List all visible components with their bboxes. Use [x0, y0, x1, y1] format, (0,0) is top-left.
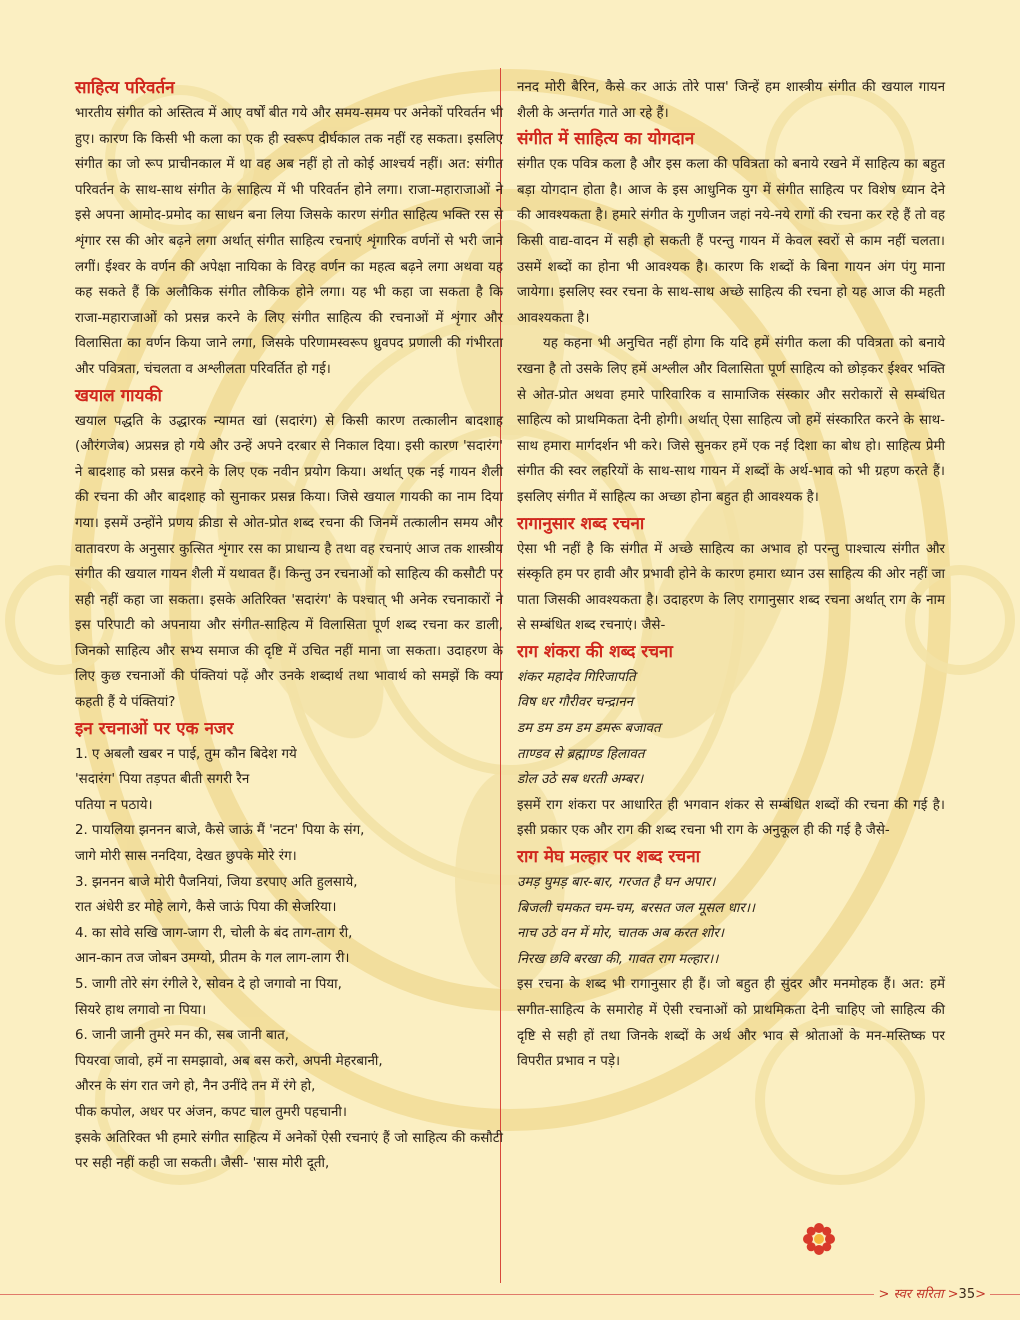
chevron-right-icon: >: [947, 1287, 959, 1302]
paragraph: संगीत एक पवित्र कला है और इस कला की पवित्रता को बनाये रखने में साहित्य का बहुत बड़ा योगदान होता है। आज के इस आधुनिक युग में संगीत साहित्य पर विशेष ध्यान देने की आवश्यकता है। हमारे संगीत के गुणीजन जहां नये-नये रागों की रचना कर रहे हैं तो वह किसी वाद्य-वादन में सही हो सकती हैं परन्तु गायन में केवल स्वरों से काम नहीं चलता। उसमें शब्दों का होना भी आवश्यक है। कारण कि शब्दों के बिना गायन अंग पंगु माना जायेगा। इसलिए स्वर रचना के साथ-साथ अच्छे साहित्य की रचना हो यह आज की महती आवश्यकता है।: [517, 157, 945, 326]
section-heading: इन रचनाओं पर एक नजर: [75, 718, 234, 739]
section-heading: राग मेघ मल्हार पर शब्द रचना: [517, 847, 701, 868]
composition-line: रात अंधेरी डर मोहे लागे, कैसे जाऊं पिया की सेजरिया।: [75, 900, 337, 916]
paragraph: भारतीय संगीत को अस्तित्व में आए वर्षों बीत गये और समय-समय पर अनेकों परिवर्तन भी हुए। कारण कि किसी भी कला का एक ही स्वरूप दीर्घकाल तक नहीं रह सकता। इसलिए संगीत का जो रूप प्राचीनकाल में था वह अब नहीं हो तो कोई आश्चर्य नहीं। अत: संगीत परिवर्तन के साथ-साथ संगीत के साहित्य में भी परिवर्तन होने लगा। राजा-महाराजाओं ने इसे अपना आमोद-प्रमोद का साधन बना लिया जिसके कारण संगीत साहित्य भक्ति रस से शृंगार रस की ओर बढ़ने लगा अर्थात् संगीत साहित्य रचनाएं शृंगारिक वर्णनों से भरी जाने लगीं। ईश्वर के वर्णन की अपेक्षा नायिका के विरह वर्णन का महत्व बढ़ने लगा अथवा यह कह सकते हैं कि अलौकिक संगीत लौकिक होने लगा। यह भी कहा जा सकता है कि राजा-महाराजाओं को प्रसन्न करने के लिए संगीत साहित्य की रचनाओं में शृंगार और विलासिता का वर्णन किया जाने लगा, जिसके परिणामस्वरूप ध्रुवपद प्रणाली की गंभीरता और पवित्रता, चंचलता व अश्लीलता परिवर्तित हो गई।: [75, 106, 503, 377]
verse-block: [517, 870, 945, 972]
composition-line: पीक कपोल, अधर पर अंजन, कपट चाल तुमरी पहचानी।: [75, 1104, 347, 1120]
composition-line: 4. का सोवे सखि जाग-जाग री, चोली के बंद ताग-ताग री,: [75, 925, 353, 941]
composition-line: आन-कान तज जोबन उमग्यो, प्रीतम के गल लाग-लाग री।: [75, 951, 350, 967]
verse-line: डम डम डम डम डमरू बजावत: [517, 721, 661, 737]
section-heading: रागानुसार शब्द रचना: [517, 513, 645, 534]
paragraph: इस रचना के शब्द भी रागानुसार ही हैं। जो बहुत ही सुंदर और मनमोहक हैं। अत: हमें सगीत-साहित्य के समारोह में ऐसी रचनाओं को प्राथमिकता देनी चाहिए जो साहित्य की दृष्टि से सही हों तथा जिनके शब्दों के अर्थ और भाव से श्रोताओं के मन-मस्तिष्क पर विपरीत प्रभाव न पड़े।: [517, 977, 945, 1070]
verse-line: शंकर महादेव गिरिजापति: [517, 669, 636, 685]
verse-line: ताण्डव से ब्रह्माण्ड हिलावत: [517, 746, 645, 762]
verse-line: डोल उठे सब धरती अम्बर।: [517, 772, 644, 788]
composition-line: पियरवा जावो, हमें ना समझावो, अब बस करो, अपनी मेहरबानी,: [75, 1053, 383, 1069]
composition-line: जागे मोरी सास ननदिया, देखत छुपके मोरे रंग।: [75, 849, 297, 865]
verse-line: विष धर गौरीवर चन्द्रानन: [517, 695, 634, 711]
flower-icon: [802, 1222, 836, 1256]
composition-line: 5. जागी तोरे संग रंगीले रे, सोवन दे हो जगावो ना पिया,: [75, 977, 342, 992]
paragraph: यह कहना भी अनुचित नहीं होगा कि यदि हमें संगीत कला की पवित्रता को बनाये रखना है तो उसके लिए हमें अश्लील और विलासिता पूर्ण साहित्य को छोड़कर ईश्वर भक्ति से ओत-प्रोत अथवा हमारे पारिवारिक व सामाजिक संस्कार और सरोकारों से सम्बंधित साहित्य को प्राथमिकता देनी होगी। अर्थात् ऐसा साहित्य जो हमें संस्कारित करने के साथ-साथ हमारा मार्गदर्शन भी करे। जिसे सुनकर हमें एक नई दिशा का बोध हो। साहित्य प्रेमी संगीत की स्वर लहरियों के साथ-साथ गायन में शब्दों के अर्थ-भाव को भी ग्रहण करते हैं। इसलिए संगीत में साहित्य का अच्छा होना बहुत ही आवश्यक है।: [517, 336, 945, 505]
paragraph: ननद मोरी बैरिन, कैसे कर आऊं तोरे पास' जिन्हें हम शास्त्रीय संगीत की खयाल गायन शैली के अन्तर्गत गाते आ रहे हैं।: [517, 80, 945, 121]
composition-line: 'सदारंग' पिया तड़पत बीती सगरी रैन: [75, 772, 250, 788]
verse-block: [517, 665, 945, 793]
chevron-right-icon: >: [975, 1287, 986, 1302]
chevron-right-icon: >: [878, 1287, 890, 1302]
verse-line: बिजली चमकत चम-चम, बरसत जल मूसल धार।।: [517, 900, 755, 916]
page-number: 35: [958, 1287, 976, 1302]
paragraph: ऐसा भी नहीं है कि संगीत में अच्छे साहित्य का अभाव हो परन्तु पाश्चात्य संगीत और संस्कृति हम पर हावी और प्रभावी होने के कारण हमारा ध्यान उस साहित्य की ओर नहीं जा पाता जिसकी आवश्यकता है। उदाहरण के लिए रागानुसार शब्द रचना अर्थात् राग के नाम से सम्बंधित शब्द रचनाएं। जैसे-: [517, 541, 945, 634]
left-column: [75, 75, 503, 1177]
verse-line: उमड़ घुमड़ बार-बार, गरजत है घन अपार।: [517, 875, 716, 891]
right-column: [517, 75, 945, 1075]
magazine-name: स्वर सरिता: [893, 1287, 944, 1302]
section-heading: संगीत में साहित्य का योगदान: [517, 129, 695, 150]
section-heading: खयाल गायकी: [75, 385, 162, 406]
paragraph: इसमें राग शंकरा पर आधारित ही भगवान शंकर से सम्बंधित शब्दों की रचना की गई है। इसी प्रकार एक और राग की शब्द रचना भी राग के अनुकूल ही की गई है जैसे-: [517, 797, 945, 839]
composition-line: सियरे हाथ लगावो ना पिया।: [75, 1002, 207, 1018]
verse-line: निरख छवि बरखा की, गावत राग मल्हार।।: [517, 951, 719, 967]
composition-line: 6. जानी जानी तुमरे मन की, सब जानी बात,: [75, 1028, 290, 1044]
composition-line: 1. ए अबलौ खबर न पाई, तुम कौन बिदेश गये: [75, 746, 297, 762]
composition-line: पतिया न पठाये।: [75, 797, 153, 813]
verse-line: नाच उठे वन में मोर, चातक अब करत शोर।: [517, 926, 724, 942]
composition-line: 2. पायलिया झननन बाजे, कैसे जाऊं मैं 'नटन' पिया के संग,: [75, 823, 365, 839]
composition-line: 3. झननन बाजे मोरी पैजनियां, जिया डरपाए अति हुलसाये,: [75, 874, 358, 890]
section-heading: राग शंकरा की शब्द रचना: [517, 641, 673, 662]
composition-line: औरन के संग रात जगे हो, नैन उनींदे तन में रंगे हो,: [75, 1079, 316, 1095]
page-footer: [874, 1284, 990, 1302]
footer-rule: [0, 1294, 1020, 1295]
paragraph: इसके अतिरिक्त भी हमारे संगीत साहित्य में अनेकों ऐसी रचनाएं हैं जो साहित्य की कसौटी पर सही नहीं कही जा सकती। जैसी- 'सास मोरी दूती,: [75, 1130, 503, 1172]
section-heading: साहित्य परिवर्तन: [75, 78, 175, 98]
paragraph: खयाल पद्धति के उद्धारक न्यामत खां (सदारंग) से किसी कारण तत्कालीन बादशाह (औरंगजेब) अप्रसन्न हो गये और उन्हें अपने दरबार से निकाल दिया। इसी कारण 'सदारंग' ने बादशाह को प्रसन्न करने के लिए एक नवीन प्रयोग किया। अर्थात् एक नई गायन शैली की रचना की और बादशाह को सुनाकर प्रसन्न किया। जिसे खयाल गायकी का नाम दिया गया। इसमें उन्होंने प्रणय क्रीडा से ओत-प्रोत शब्द रचना की जिनमें तत्कालीन समय और वातावरण के अनुसार कुत्सित शृंगार रस का प्राधान्य है तथा वह रचनाएं आज तक शास्त्रीय संगीत की खयाल गायन शैली में यथावत हैं। किन्तु उन रचनाओं को साहित्य की कसौटी पर सही नहीं कहा जा सकता। इसके अतिरिक्त 'सदारंग' के पश्चात् भी अनेक रचनाकारों ने इस परिपाटी को अपनाया और संगीत-साहित्य में विलासिता पूर्ण शब्द रचना कर डाली, जिनको साहित्य और सभ्य समाज की दृष्टि में उचित नहीं माना जा सकता। उदाहरण के लिए कुछ रचनाओं की पंक्तियां पढ़ें और उनके शब्दार्थ तथा भावार्थ को समझें कि क्या कहती हैं ये पंक्तियां?: [75, 413, 504, 711]
composition-list: [75, 742, 503, 1126]
